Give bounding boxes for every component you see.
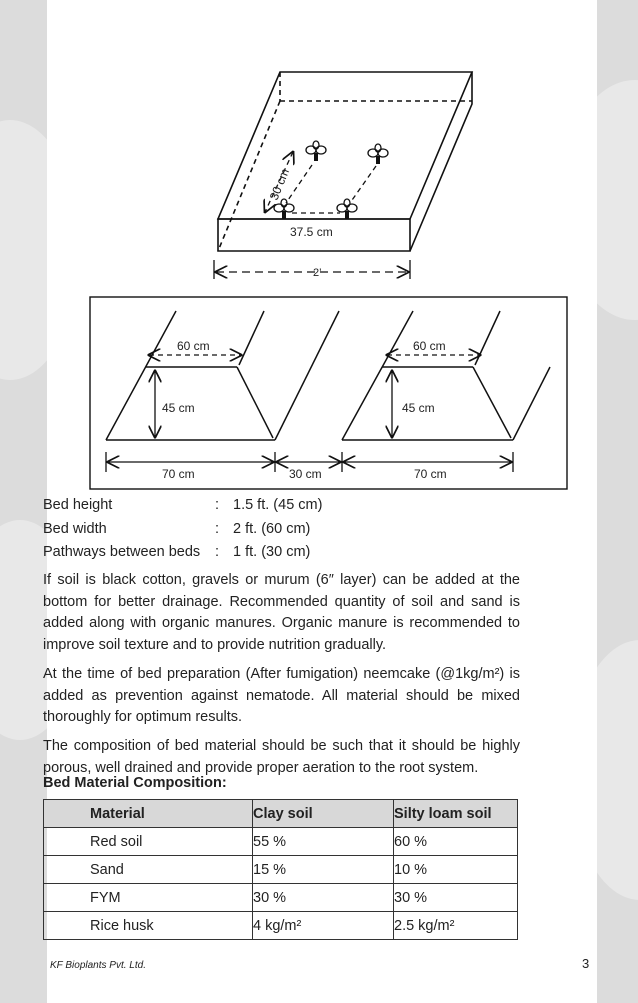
label-left-bottom-width: 70 cm [162,467,195,481]
composition-table [43,799,518,940]
plant-icon [306,141,326,161]
plant-row-line [286,165,312,203]
column-header: Clay soil [253,800,394,828]
table-cell: 30 % [394,884,518,912]
label-2ft: 2’ [313,267,322,279]
spec-row [43,541,513,565]
table-cell: Sand [44,856,253,884]
isometric-bed [218,72,472,251]
table-cell: FYM [44,884,253,912]
spec-colon: : [215,544,220,560]
paragraph: If soil is black cotton, gravels or murum (6″ layer) can be added at the bottom for better drainage. Recommended quantity of soil and sand is added along with organic manures. Organic manure is recommended to improve soil texture and to provide nutrition gradually. [43,572,520,654]
label-right-top-width: 60 cm [413,339,446,353]
bed-section-frame [90,297,567,489]
spec-row [43,518,513,542]
column-header: Silty loam soil [394,800,518,828]
table-cell: 4 kg/m² [253,912,394,940]
spec-label: Bed height [43,497,113,513]
bed-diagram [0,0,638,490]
table-cell: 60 % [394,828,518,856]
bed-specifications [43,494,513,565]
footer-company: KF Bioplants Pvt. Ltd. [50,960,146,971]
spec-colon: : [215,520,220,537]
spec-value: 2 ft. (60 cm) [233,520,311,537]
table-row [44,912,518,940]
paragraph: At the time of bed preparation (After fumigation) neemcake (@1kg/m²) is added as prevention against nematode. All material should be mixed thoroughly for optimum results. [43,665,520,726]
paragraph: The composition of bed material should be such that it should be highly porous, well drained and provide proper aeration to the root system. [43,737,520,776]
label-left-height: 45 cm [162,401,195,415]
spec-row [43,494,513,518]
spec-label: Bed width [43,520,107,537]
spec-value: 1.5 ft. (45 cm) [233,497,323,513]
body-text [43,570,520,786]
table-cell: Rice husk [44,912,253,940]
label-30cm: 30 cm [266,166,293,203]
table-cell: 10 % [394,856,518,884]
label-pathway: 30 cm [289,467,322,481]
label-right-bottom-width: 70 cm [414,467,447,481]
label-37-5cm: 37.5 cm [290,225,333,239]
table-cell: Red soil [44,828,253,856]
table-cell: 55 % [253,828,394,856]
table-row [44,856,518,884]
table-cell: 15 % [253,856,394,884]
spec-label: Pathways between beds [43,544,201,560]
spec-value: 1 ft. (30 cm) [233,544,311,560]
page-number: 3 [582,956,590,971]
plant-icon [368,144,388,164]
label-left-top-width: 60 cm [177,339,210,353]
table-cell: 30 % [253,884,394,912]
plant-icon [337,199,357,219]
table-row [44,828,518,856]
spec-colon: : [215,497,220,513]
plant-row-line [350,166,376,203]
section-title: Bed Material Composition: [43,775,227,791]
column-header: Material [44,800,253,828]
label-right-height: 45 cm [402,401,435,415]
table-row [44,884,518,912]
table-header-row [44,800,518,828]
table-cell: 2.5 kg/m² [394,912,518,940]
